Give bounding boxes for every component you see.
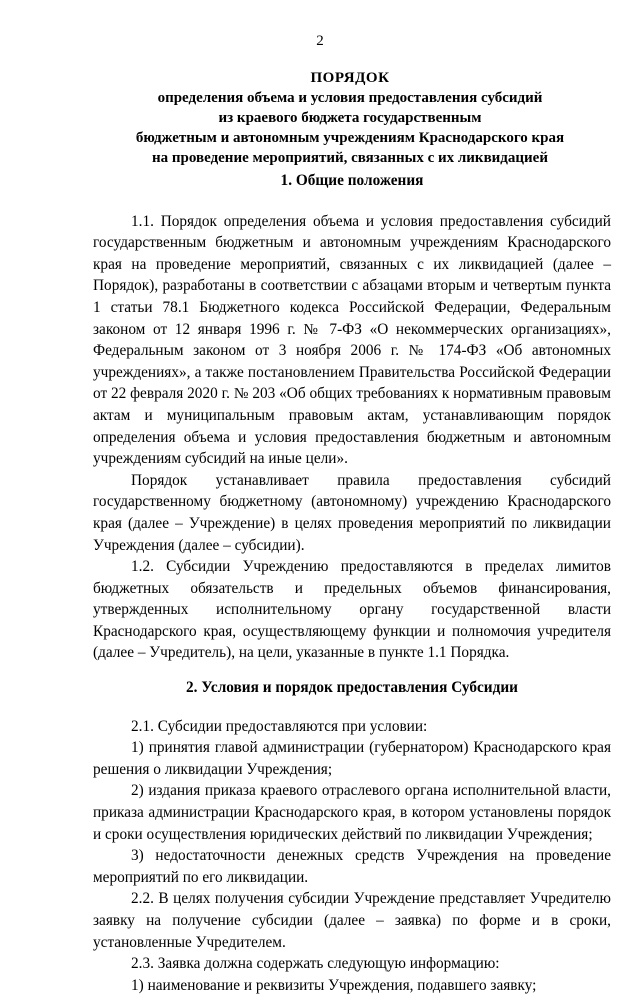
- section-2-heading: 2. Условия и порядок предоставления Субсидии: [186, 679, 518, 697]
- document-body: [93, 170, 611, 996]
- condition-1: 1) принятия главой администрации (губернатором) Краснодарского края решения о ликвидации Учреждения;: [93, 739, 611, 778]
- document-title: [60, 68, 640, 168]
- section-1-heading: 1. Общие положения: [280, 172, 424, 189]
- title-line-3: из краевого бюджета государственным: [218, 110, 482, 126]
- paragraph-2-2: 2.2. В целях получения субсидии Учреждение представляет Учредителю заявку на получение субсидии (далее – заявка) по форме и в сроки, установленные Учредителем.: [93, 890, 611, 951]
- title-line-4: бюджетным и автономным учреждениям Краснодарского края: [135, 130, 565, 146]
- page-number: 2: [316, 33, 324, 49]
- paragraph-2-1: 2.1. Субсидии предоставляются при условии:: [131, 717, 428, 735]
- paragraph-1-1-b: Порядок устанавливает правила предоставления субсидий государственному бюджетному (автономному) учреждению Краснодарского края (далее – Учреждение) в целях проведения мероприятий по ликвидации Учреждения (далее – субсидии).: [93, 471, 611, 554]
- application-item-1: 1) наименование и реквизиты Учреждения, подавшего заявку;: [131, 976, 537, 994]
- paragraph-1-2: 1.2. Субсидии Учреждению предоставляются в пределах лимитов бюджетных обязательств и предельных объемов финансирования, утвержденных исполнительному органу государственной власти Краснодарского края, осуществляющему функции и полномочия учредителя (далее – Учредитель), на цели, указанные в пункте 1.1 Порядка.: [93, 558, 611, 662]
- condition-3: 3) недостаточности денежных средств Учреждения на проведение мероприятий по его ликвидации.: [93, 847, 611, 886]
- title-line-5: на проведение мероприятий, связанных с их ликвидацией: [152, 150, 548, 166]
- title-line-2: определения объема и условия предоставления субсидий: [157, 90, 543, 106]
- paragraph-1-1: 1.1. Порядок определения объема и условия предоставления субсидий государственным бюджетным и автономным учреждениям Краснодарского края на проведение мероприятий, связанных с их ликвидацией (далее – Порядок), разработаны в соответствии с абзацами вторым и четвертым пункта 1 статьи 78.1 Бюджетного кодекса Российской Федерации, Федеральным законом от 12 января 1996 г. № 7-ФЗ «О некоммерческих организациях», Федеральным законом от 3 ноября 2006 г. № 174-ФЗ «Об автономных учреждениях», а также постановлением Правительства Российской Федерации от 22 февраля 2020 г. № 203 «Об общих требованиях к нормативным правовым актам и муниципальным правовым актам, устанавливающим порядок определения объема и условия предоставления бюджетным и автономным учреждениям субсидий на иные цели».: [93, 212, 611, 468]
- title-line-1: ПОРЯДОК: [310, 70, 390, 86]
- condition-2: 2) издания приказа краевого отраслевого органа исполнительной власти, приказа администрации Краснодарского края, в котором установлены порядок и сроки осуществления юридических действий по ликвидации Учреждения;: [93, 782, 611, 843]
- paragraph-2-3: 2.3. Заявка должна содержать следующую информацию:: [131, 955, 500, 973]
